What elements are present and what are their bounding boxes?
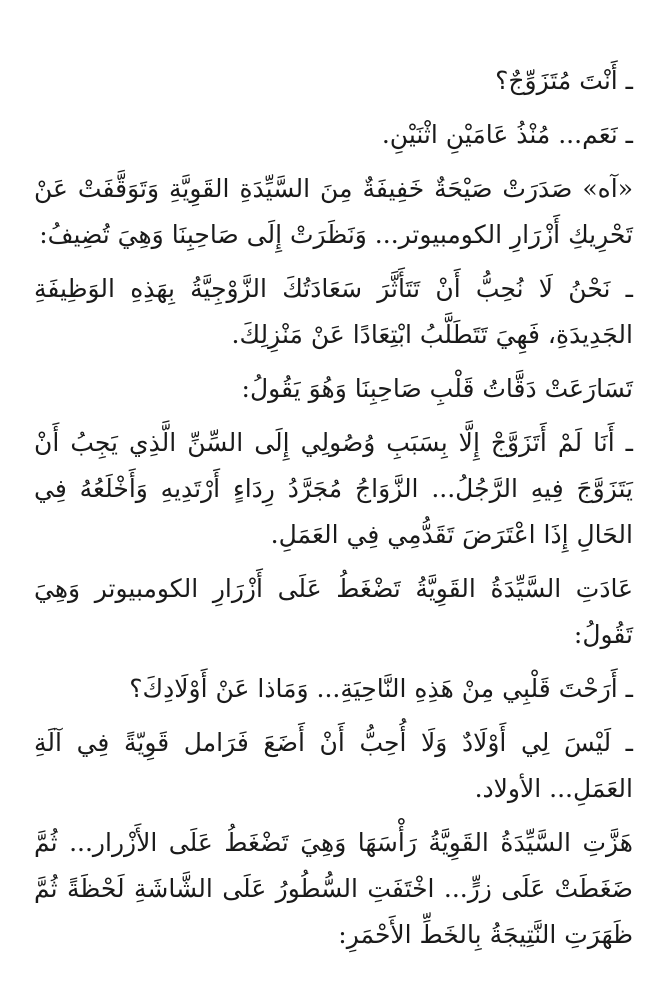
paragraph-1: ـ أَنْتَ مُتَزَوِّجٌ؟ (495, 66, 633, 95)
paragraph-6: ـ أَنَا لَمْ أَتَزَوَّجْ إِلَّا بِسَبَبِ وُصُولِي إِلَى السِّنِّ الَّذِي يَجِبُ أَنْ يَتَزَوَّجَ فِيهِ الرَّجُلُ... الزَّوَاجُ مُجَرَّدُ رِدَاءٍ أَرْتَدِيهِ وَأَخْلَعُهُ فِي الحَالِ إِذَا اعْتَرَضَ تَقَدُّمِي فِي العَمَلِ. (34, 428, 633, 549)
paragraph-3: «آه» صَدَرَتْ صَيْحَةٌ خَفِيفَةٌ مِنَ السَّيِّدَةِ القَوِيَّةِ وَتَوَقَّفَتْ عَنْ تَحْرِيكِ أَزْرَارِ الكومبيوتر... وَنَظَرَتْ إِلَى صَاحِبِنَا وَهِيَ تُضِيفُ: (34, 174, 633, 249)
paragraph-5: تَسَارَعَتْ دَقَّاتُ قَلْبِ صَاحِبِنَا وَهُوَ يَقُولُ: (241, 374, 633, 403)
paragraph-7: عَادَتِ السَّيِّدَةُ القَوِيَّةُ تَضْغَطُ عَلَى أَزْرَارِ الكومبيوتر وَهِيَ تَقُولُ: (34, 574, 633, 649)
paragraph-2: ـ نَعَم... مُنْذُ عَامَيْنِ اثْنَيْنِ. (381, 120, 633, 149)
paragraph-9: ـ لَيْسَ لِي أَوْلَادٌ وَلَا أُحِبُّ أَنْ أَضَعَ فَرَامل قَوِيّةً فِي آلَةِ العَمَلِ... الأولاد. (34, 728, 633, 803)
paragraph-10: هَزَّتِ السَّيِّدَةُ القَوِيَّةُ رَأْسَهَا وَهِيَ تَضْغَطُ عَلَى الأَزْرار... ثُمَّ ضَغَطَتْ عَلَى زرٍّ... اخْتَفَتِ السُّطُورُ عَلَى الشَّاشَةِ لَحْظَةً ثُمَّ ظَهَرَتِ النَّتِيجَةُ بِالخَطِّ الأَحْمَرِ: (34, 828, 633, 949)
paragraph-8: ـ أَرَحْتَ قَلْبِي مِنْ هَذِهِ النَّاحِيَةِ... وَمَاذا عَنْ أَوْلَادِكَ؟ (129, 674, 633, 703)
paragraph-4: ـ نَحْنُ لَا نُحِبُّ أَنْ تَتَأَثَّرَ سَعَادَتُكَ الزَّوْجِيَّةُ بِهَذِهِ الوَظِيفَةِ الجَدِيدَةِ، فَهِيَ تَتَطَلَّبُ ابْتِعَادًا عَنْ مَنْزِلِكَ. (34, 274, 633, 349)
document-page (34, 58, 633, 966)
